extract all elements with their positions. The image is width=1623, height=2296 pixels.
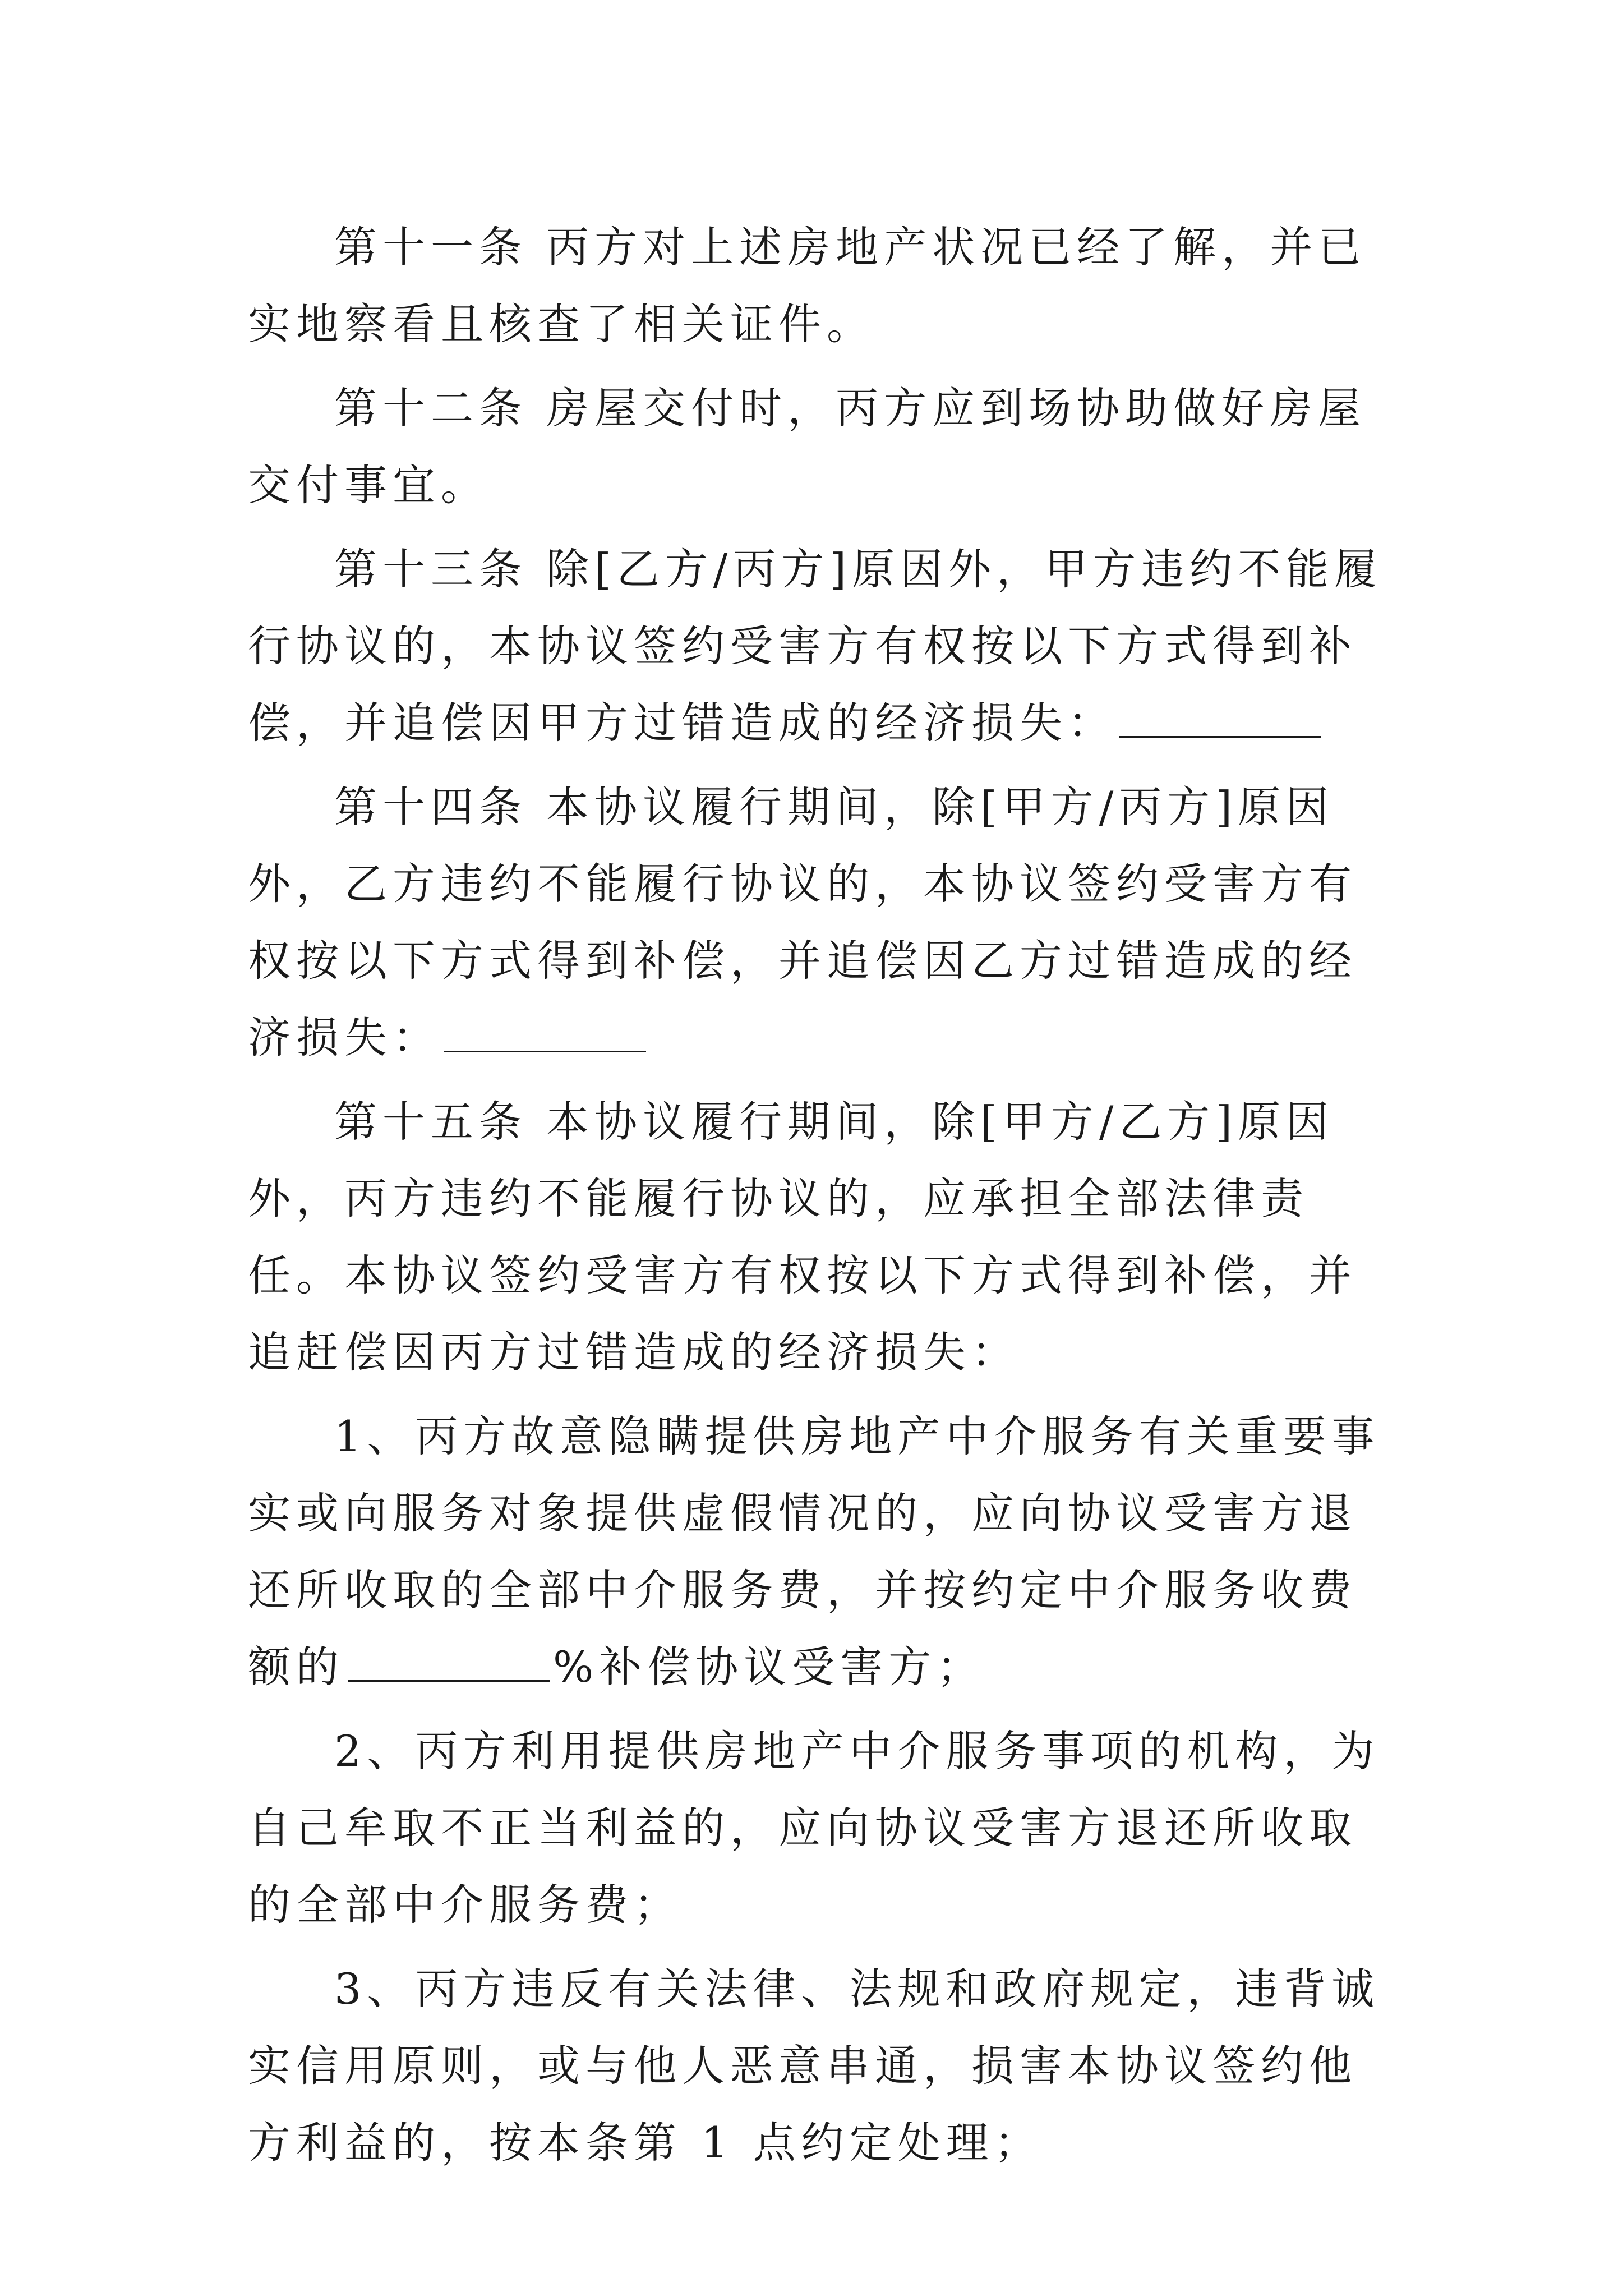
clause-item-3-text: 3、丙方违反有关法律、法规和政府规定，违背诚实信用原则，或与他人恶意串通，损害本协议签约他方利益的，按本条第 1 点约定处理； — [248, 1964, 1380, 2168]
clause-item-1 — [248, 1398, 1392, 1705]
article-15-text: 第十五条 本协议履行期间，除[甲方/乙方]原因外，丙方违约不能履行协议的，应承担全部法律责任。本协议签约受害方有权按以下方式得到补偿，并追赶偿因丙方过错造成的经济损失： — [248, 1097, 1357, 1377]
clause-item-2-text: 2、丙方利用提供房地产中介服务事项的机构，为自己牟取不正当利益的，应向协议受害方退还所收取的全部中介服务费； — [248, 1726, 1380, 1930]
article-14 — [248, 769, 1392, 1076]
clause-item-3 — [248, 1950, 1392, 2181]
article-13 — [248, 531, 1392, 761]
clause-item-1-text-tail: %补偿协议受害方； — [553, 1642, 985, 1692]
article-11 — [248, 209, 1392, 362]
article-12-text: 第十二条 房屋交付时，丙方应到场协助做好房屋交付事宜。 — [248, 383, 1367, 510]
article-11-text: 第十一条 丙方对上述房地产状况已经了解，并已实地察看且核查了相关证件。 — [248, 222, 1367, 349]
document-body — [248, 209, 1392, 2188]
article-14-blank — [444, 1017, 646, 1052]
article-13-text: 第十三条 除[乙方/丙方]原因外，甲方违约不能履行协议的，本协议签约受害方有权按以下方式得到补偿，并追偿因甲方过错造成的经济损失： — [248, 544, 1383, 748]
article-12 — [248, 370, 1392, 523]
article-13-blank — [1119, 702, 1321, 738]
article-14-text: 第十四条 本协议履行期间，除[甲方/丙方]原因外，乙方违约不能履行协议的，本协议签约受害方有权按以下方式得到补偿，并追偿因乙方过错造成的经济损失： — [248, 782, 1357, 1062]
clause-item-1-text: 1、丙方故意隐瞒提供房地产中介服务有关重要事实或向服务对象提供虚假情况的，应向协议受害方退还所收取的全部中介服务费，并按约定中介服务收费额的 — [248, 1411, 1380, 1692]
clause-item-2 — [248, 1713, 1392, 1943]
clause-item-1-blank — [348, 1646, 550, 1682]
article-15 — [248, 1083, 1392, 1391]
